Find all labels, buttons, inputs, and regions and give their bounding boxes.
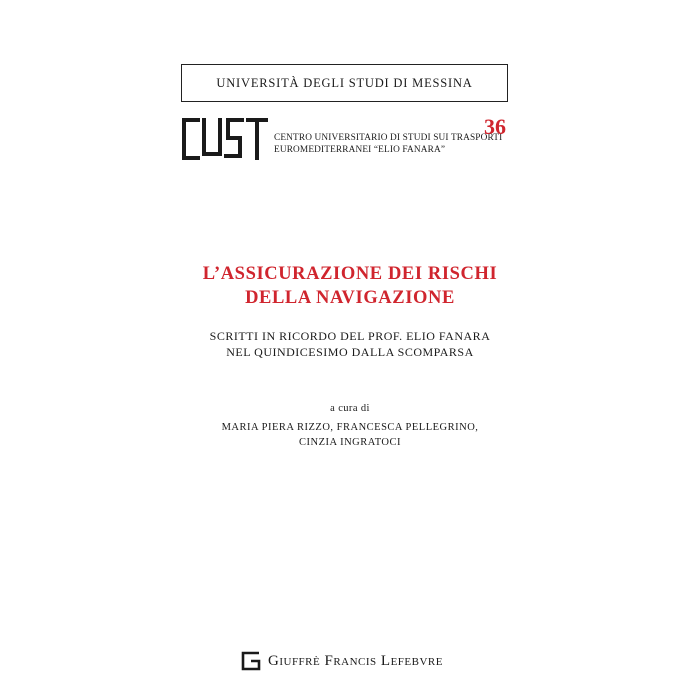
centro-name (274, 132, 502, 156)
editors-list (0, 420, 700, 450)
publisher-name: Giuffrè Francis Lefebvre (268, 652, 443, 669)
book-subtitle (0, 328, 700, 360)
series-number: 36 (484, 114, 506, 139)
editors-line-1: MARIA PIERA RIZZO, FRANCESCA PELLEGRINO, (221, 422, 479, 433)
editors-intro: a cura di (330, 403, 370, 414)
centro-line-2: EUROMEDITERRANEI “ELIO FANARA” (274, 145, 446, 155)
university-name: UNIVERSITÀ DEGLI STUDI DI MESSINA (216, 75, 473, 90)
editors-line-2: CINZIA INGRATOCI (298, 437, 401, 448)
publisher-mark-icon (240, 650, 262, 672)
centro-line-1: CENTRO UNIVERSITARIO DI STUDI SUI TRASPORTI (274, 133, 503, 143)
university-header-box (181, 64, 508, 102)
publisher-logo (240, 650, 443, 672)
cust-logo (182, 116, 268, 162)
subtitle-line-2: NEL QUINDICESIMO DALLA SCOMPARSA (226, 345, 474, 359)
title-line-1: L’ASSICURAZIONE DEI RISCHI (202, 264, 498, 284)
title-line-2: DELLA NAVIGAZIONE (245, 288, 455, 308)
book-title (0, 262, 700, 310)
subtitle-line-1: SCRITTI IN RICORDO DEL PROF. ELIO FANARA (209, 329, 491, 343)
